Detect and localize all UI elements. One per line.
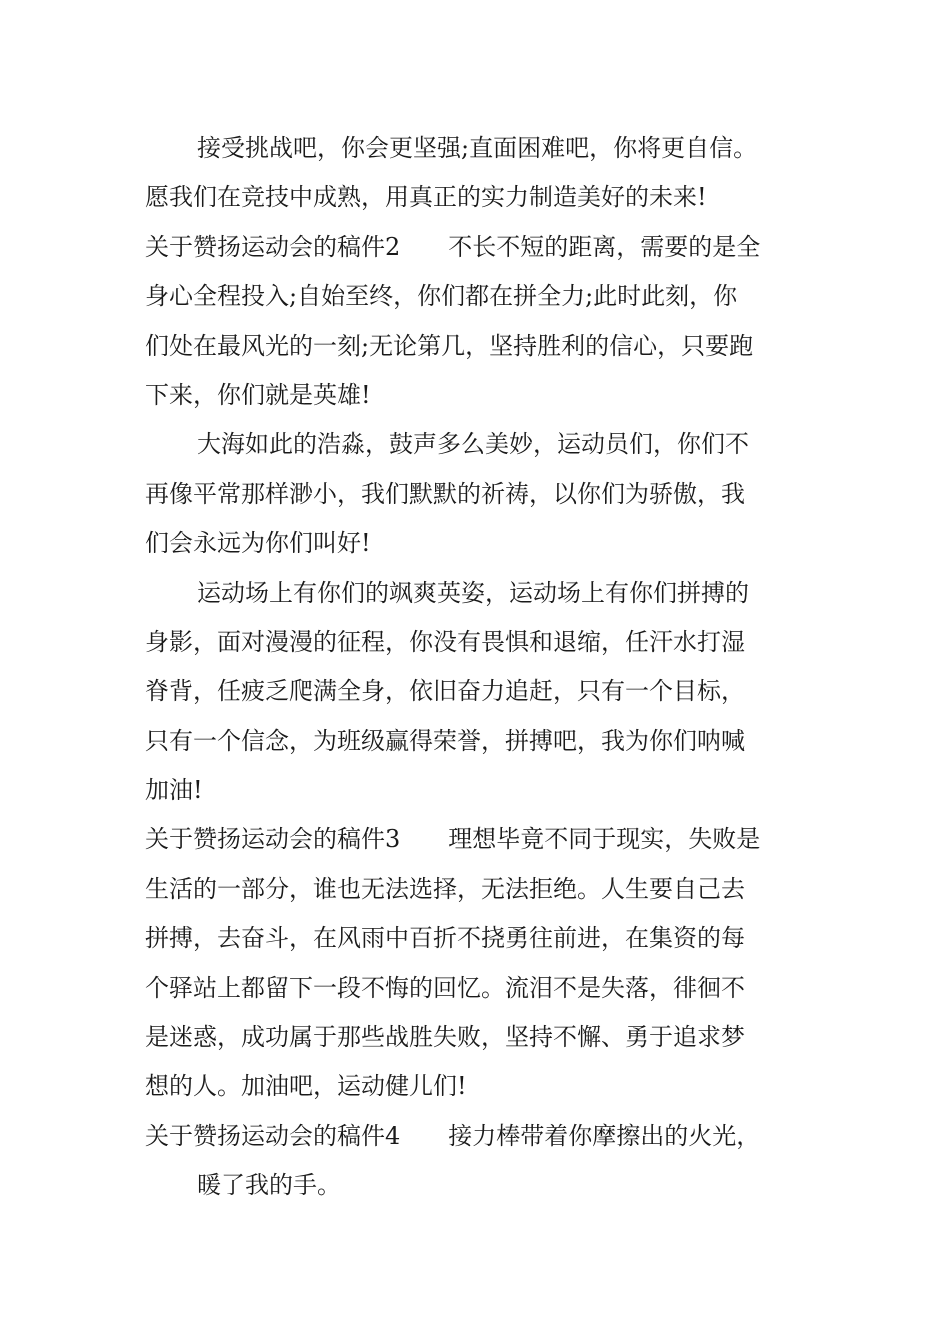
paragraph-line: 是迷惑，成功属于那些战胜失败，坚持不懈、勇于追求梦 (145, 1023, 745, 1052)
paragraph-line: 愿我们在竞技中成熟，用真正的实力制造美好的未来! (145, 183, 707, 212)
paragraph-line: 下来，你们就是英雄! (145, 380, 371, 409)
paragraph-line: 脊背，任疲乏爬满全身，依旧奋力追赶，只有一个目标， (145, 677, 745, 706)
paragraph-line: 只有一个信念，为班级赢得荣誉，拼搏吧，我为你们呐喊 (145, 726, 745, 755)
section-heading-line: 关于赞扬运动会的稿件2 不长不短的距离，需要的是全 (145, 232, 761, 261)
paragraph-line: 暖了我的手。 (197, 1171, 341, 1200)
paragraph-line: 接受挑战吧，你会更坚强;直面困难吧，你将更自信。 (197, 134, 758, 162)
paragraph-line: 们会永远为你们叫好! (145, 529, 371, 558)
paragraph-line: 拼搏，去奋斗，在风雨中百折不挠勇往前进，在集资的每 (145, 924, 745, 953)
paragraph-line: 大海如此的浩淼，鼓声多么美妙，运动员们，你们不 (197, 430, 749, 459)
section-heading-line: 关于赞扬运动会的稿件4 接力棒带着你摩擦出的火光， (145, 1121, 761, 1150)
paragraph-line: 再像平常那样渺小，我们默默的祈祷，以你们为骄傲，我 (145, 479, 745, 508)
document-body (145, 124, 815, 1211)
section-heading-line: 关于赞扬运动会的稿件3 理想毕竟不同于现实，失败是 (145, 825, 761, 854)
paragraph-line: 身影，面对漫漫的征程，你没有畏惧和退缩，任汗水打湿 (145, 627, 745, 656)
paragraph-line: 个驿站上都留下一段不悔的回忆。流泪不是失落，徘徊不 (145, 973, 745, 1002)
paragraph-line: 们处在最风光的一刻;无论第几，坚持胜利的信心，只要跑 (145, 331, 754, 360)
paragraph-line: 加油! (145, 776, 203, 805)
paragraph-line: 生活的一部分，谁也无法选择，无法拒绝。人生要自己去 (145, 874, 745, 903)
paragraph-line: 想的人。加油吧，运动健儿们! (145, 1072, 467, 1101)
paragraph-line: 身心全程投入;自始至终，你们都在拼全力;此时此刻，你 (145, 282, 738, 311)
paragraph-line: 运动场上有你们的飒爽英姿，运动场上有你们拼搏的 (197, 578, 749, 607)
